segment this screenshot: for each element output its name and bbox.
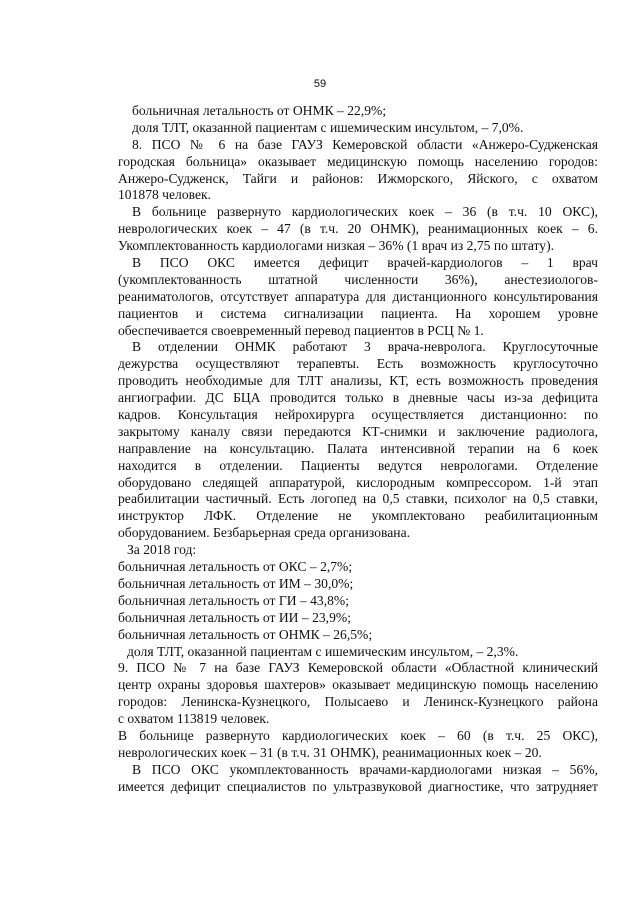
text-line: неврологических коек – 31 (в т.ч. 31 ОНМК), реанимационных коек – 20. xyxy=(118,744,542,760)
text-line: центр охраны здоровья шахтеров» оказывает медицинскую помощь населению xyxy=(118,677,598,693)
text-line: городов: Ленинска-Кузнецкого, Полысаево и Ленинск-Кузнецкого района xyxy=(118,694,598,710)
paragraph-start-line: 8. ПСО № 6 на базе ГАУЗ Кемеровской области «Анжеро-Судженская xyxy=(132,136,598,152)
paragraph-start-line: В больнице развернуто кардиологических коек – 60 (в т.ч. 25 ОКС), xyxy=(118,727,598,743)
text-line: кадров. Консультация нейрохирурга осуществляется дистанционно: по xyxy=(118,407,598,423)
text-line: (укомплектованность штатной численности 36%), анестезиологов- xyxy=(118,271,598,287)
text-line: больничная летальность от ОНМК – 22,9%; xyxy=(132,103,387,118)
text-line: больничная летальность от ОНМК – 26,5%; xyxy=(118,626,373,642)
text-line: Анжеро-Судженск, Тайги и районов: Ижморского, Яйского, с охватом xyxy=(118,170,598,186)
text-line: доля ТЛТ, оказанной пациентам с ишемическим инсультом, – 2,3%. xyxy=(127,643,519,659)
text-line: доля ТЛТ, оказанной пациентам с ишемическим инсультом, – 7,0%. xyxy=(132,119,524,135)
text-line: Укомплектованность кардиологами низкая – 36% (1 врач из 2,75 по штату). xyxy=(118,238,555,254)
text-line: инструктор ЛФК. Отделение не укомплектовано реабилитационным xyxy=(118,508,598,524)
text-line: обеспечивается своевременный перевод пациентов в РСЦ № 1. xyxy=(118,322,484,338)
paragraph-start-line: В отделении ОНМК работают 3 врача-невролога. Круглосуточные xyxy=(132,339,598,355)
text-line: больничная летальность от ГИ – 43,8%; xyxy=(118,592,350,608)
text-line: больничная летальность от ИМ – 30,0%; xyxy=(118,575,354,591)
text-line: проводить необходимые для ТЛТ анализы, КТ, есть возможность проведения xyxy=(118,373,598,389)
page-number: 59 xyxy=(313,78,327,90)
text-line: имеется дефицит специалистов по ультразвуковой диагностике, что затрудняет xyxy=(118,778,598,794)
text-line: больничная летальность от ОКС – 2,7%; xyxy=(118,559,353,575)
paragraph-start-line: В ПСО ОКС укомплектованность врачами-кардиологами низкая – 56%, xyxy=(132,761,598,777)
body-text xyxy=(118,103,598,796)
text-line: городская больница» оказывает медицинскую помощь населению городов: xyxy=(118,153,598,169)
text-line: 101878 человек. xyxy=(118,187,212,203)
text-line: реаниматологов, отсутствует аппаратура для дистанционного консультирования xyxy=(118,288,598,304)
text-line: ангиографии. ДС БЦА проводится только в дневные часы из-за дефицита xyxy=(118,390,598,406)
text-line: реабилитации частичный. Есть логопед на 0,5 ставки, психолог на 0,5 ставки, xyxy=(118,491,598,507)
paragraph-start-line: В больнице развернуто кардиологических коек – 36 (в т.ч. 10 ОКС), xyxy=(132,204,598,220)
text-line: дежурства осуществляют терапевты. Есть возможность круглосуточно xyxy=(118,356,598,372)
text-line: закрытому каналу связи передаются КТ-снимки и заключение радиолога, xyxy=(118,423,598,439)
text-line: находится в отделении. Пациенты ведутся неврологами. Отделение xyxy=(118,457,598,473)
text-line: больничная летальность от ИИ – 23,9%; xyxy=(118,609,351,625)
text-line: За 2018 год: xyxy=(127,542,197,558)
text-line: оборудовано следящей аппаратурой, кислородным компрессором. 1-й этап xyxy=(118,474,598,490)
text-line: направление на консультацию. Палата интенсивной терапии на 6 коек xyxy=(118,440,598,456)
text-line: неврологических коек – 47 (в т.ч. 20 ОНМК), реанимационных коек – 6. xyxy=(118,221,598,237)
text-line: с охватом 113819 человек. xyxy=(118,711,270,727)
paragraph-start-line: 9. ПСО № 7 на базе ГАУЗ Кемеровской области «Областной клинический xyxy=(118,660,598,676)
text-line: оборудованием. Безбарьерная среда организована. xyxy=(118,525,410,541)
paragraph-start-line: В ПСО ОКС имеется дефицит врачей-кардиологов – 1 врач xyxy=(132,255,598,271)
text-line: пациентов и система сигнализации пациента. На хорошем уровне xyxy=(118,305,598,321)
